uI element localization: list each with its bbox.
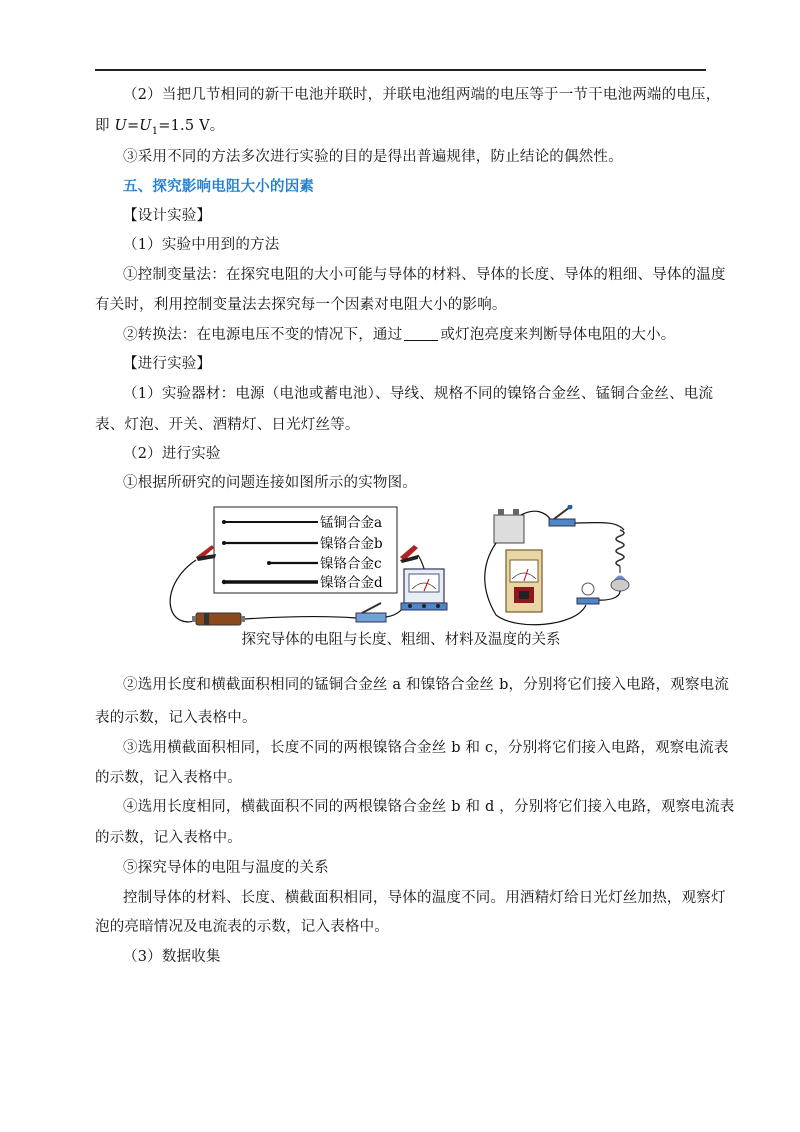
knife-switch-icon xyxy=(549,505,575,526)
step2-line1: ②选用长度和横截面积相同的锰铜合金丝 a 和镍铬合金丝 b，分别将它们接入电路，观察电流 xyxy=(123,677,730,693)
figure-caption: 探究导体的电阻与长度、粗细、材料及温度的关系 xyxy=(241,632,561,648)
alligator-clip-right-icon xyxy=(400,545,418,563)
step5-heading: ⑤探究导体的电阻与温度的关系 xyxy=(123,860,329,876)
header-rule xyxy=(95,69,706,71)
step2-line2: 表的示数，记入表格中。 xyxy=(95,710,257,726)
equipment-line1: （1）实验器材：电源（电池或蓄电池）、导线、规格不同的镍铬合金丝、锰铜合金丝、电流 xyxy=(123,386,714,402)
label-wire-c: 镍铬合金c xyxy=(320,556,382,572)
battery-box-icon xyxy=(494,509,524,543)
fill-blank xyxy=(404,326,438,341)
conduct-heading: 【进行实验】 xyxy=(123,356,212,372)
method-heading: （1）实验中用到的方法 xyxy=(123,237,280,253)
battery-icon xyxy=(192,613,245,625)
procedure-step1: ①根据所研究的问题连接如图所示的实物图。 xyxy=(123,475,417,491)
ammeter-cabinet-icon xyxy=(506,550,542,612)
filament-coil-icon xyxy=(616,530,624,573)
paragraph-parallel-voltage: （2）当把几节相同的新干电池并联时，并联电池组两端的电压等于一节干电池两端的电压， xyxy=(123,87,721,103)
experiment-figure xyxy=(156,505,656,630)
label-wire-b: 镍铬合金b xyxy=(320,536,383,552)
label-wire-d: 镍铬合金d xyxy=(320,575,383,591)
switch-icon xyxy=(356,603,386,622)
conversion-method: ②转换法：在电源电压不变的情况下，通过 或灯泡亮度来判断导体电阻的大小。 xyxy=(123,327,676,343)
step3-line2: 的示数，记入表格中。 xyxy=(95,770,242,786)
paragraph-purpose: ③采用不同的方法多次进行实验的目的是得出普遍规律，防止结论的偶然性。 xyxy=(123,149,623,165)
step4-line2: 的示数，记入表格中。 xyxy=(95,830,242,846)
step5-line2: 泡的亮暗情况及电流表的示数，记入表格中。 xyxy=(95,919,389,935)
control-variable-line1: ①控制变量法：在探究电阻的大小可能与导体的材料、导体的长度、导体的粗细、导体的温度 xyxy=(123,267,726,283)
equipment-line2: 表、灯泡、开关、酒精灯、日光灯丝等。 xyxy=(95,417,360,433)
step4-line1: ④选用长度相同，横截面积不同的两根镍铬合金丝 b 和 d ，分别将它们接入电路，观察电流表 xyxy=(123,799,735,815)
procedure-heading: （2）进行实验 xyxy=(123,446,221,462)
alcohol-lamp-icon xyxy=(611,576,629,592)
data-collection-heading: （3）数据收集 xyxy=(123,949,221,965)
section-title: 五、探究影响电阻大小的因素 xyxy=(123,178,315,195)
light-bulb-icon xyxy=(577,583,599,604)
label-wire-a: 锰铜合金a xyxy=(320,515,383,531)
step5-line1: 控制导体的材料、长度、横截面积相同，导体的温度不同。用酒精灯给日光灯丝加热，观察灯 xyxy=(123,890,726,906)
formula-line: 即 $U=U_1=1.5$ V。 xyxy=(95,118,225,137)
step3-line1: ③选用横截面积相同，长度不同的两根镍铬合金丝 b 和 c，分别将它们接入电路，观察电流表 xyxy=(123,740,729,756)
alligator-clip-left-icon xyxy=(196,545,216,561)
design-heading: 【设计实验】 xyxy=(123,208,212,224)
ammeter-icon xyxy=(401,569,447,610)
control-variable-line2: 有关时，利用控制变量法去探究每一个因素对电阻大小的影响。 xyxy=(95,297,507,313)
